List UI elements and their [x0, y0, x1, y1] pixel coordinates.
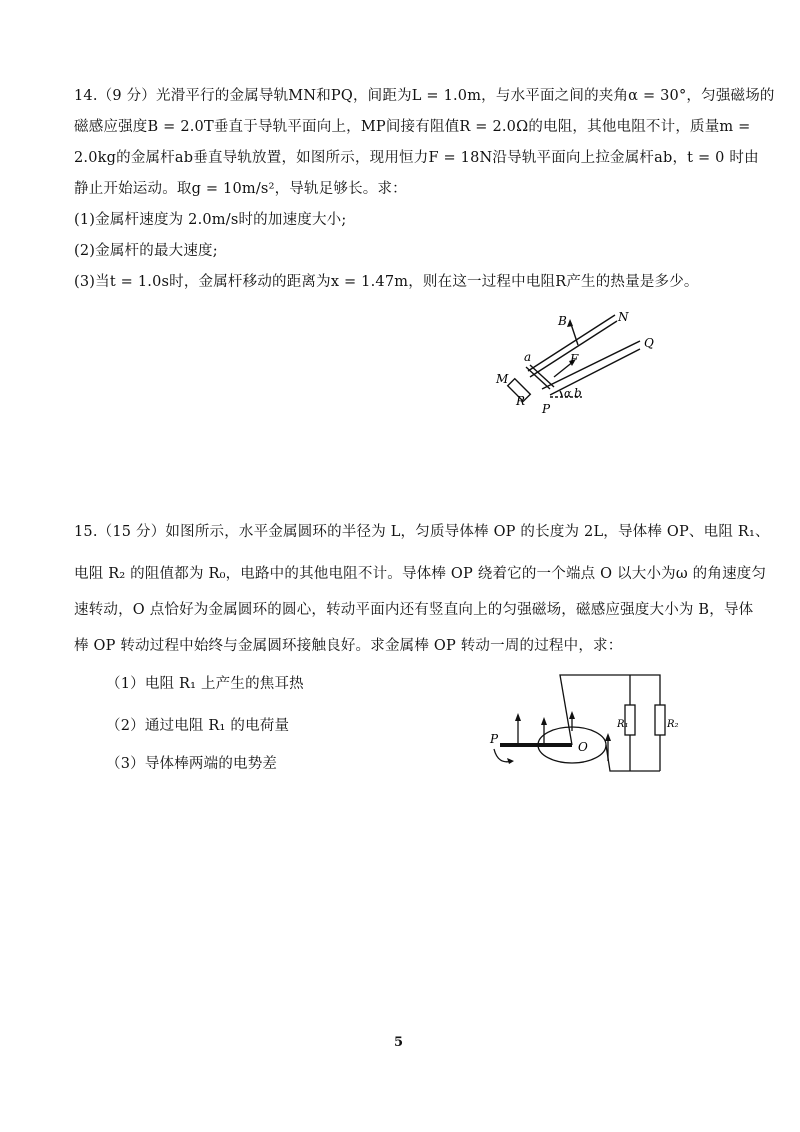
q15-sub-2: （2）通过电阻 R₁ 的电荷量	[106, 718, 290, 734]
page-number: 5	[394, 1035, 404, 1050]
q14-line-3: 2.0kg的金属杆ab垂直导轨放置，如图所示，现用恒力F = 18N沿导轨平面向上拉金属杆ab，t = 0 时由	[74, 150, 759, 166]
q15-sub-3: （3）导体棒两端的电势差	[106, 756, 278, 772]
q14-figure	[490, 305, 670, 420]
label-p15: P	[490, 732, 499, 746]
q14-sub-2: (2)金属杆的最大速度;	[74, 243, 218, 259]
wire-bottom	[606, 745, 660, 771]
arrow-b-head	[567, 319, 573, 327]
label-alpha: α	[564, 387, 572, 400]
label-n: N	[618, 310, 629, 324]
label-p: P	[542, 402, 551, 416]
q14-sub-3: (3)当t = 1.0s时，金属杆移动的距离为x = 1.47m，则在这一过程中电阻R产生的热量是多少。	[74, 274, 699, 290]
label-r: R	[516, 394, 526, 408]
q15-line-1: 15.（15 分）如图所示，水平金属圆环的半径为 L，匀质导体棒 OP 的长度为 2L，导体棒 OP、电阻 R₁、	[74, 524, 770, 540]
q14-line-2: 磁感应强度B = 2.0T垂直于导轨平面向上，MP间接有阻值R = 2.0Ω的电阻，其他电阻不计，质量m =	[74, 119, 751, 135]
q14-sub-1: (1)金属杆速度为 2.0m/s时的加速度大小;	[74, 212, 347, 228]
q14-line-4: 静止开始运动。取g = 10m/s²，导轨足够长。求：	[74, 181, 407, 197]
label-b-end: b	[574, 386, 582, 400]
label-r1: R₁	[617, 719, 629, 730]
q15-line-3: 速转动，O 点恰好为金属圆环的圆心，转动平面内还有竖直向上的匀强磁场，磁感应强度大小为 B，导体	[74, 602, 754, 618]
label-r2: R₂	[667, 719, 679, 730]
wire-top	[560, 675, 660, 745]
resistor-r2	[655, 705, 665, 735]
label-f: F	[570, 352, 579, 366]
q15-line-2: 电阻 R₂ 的阻值都为 R₀，电路中的其他电阻不计。导体棒 OP 绕着它的一个端点 O 以大小为ω 的角速度匀	[74, 566, 767, 582]
q15-figure	[480, 665, 700, 785]
q15-sub-1: （1）电阻 R₁ 上产生的焦耳热	[106, 676, 304, 692]
rail-pq	[542, 341, 640, 389]
label-a: a	[524, 350, 532, 364]
label-m: M	[496, 372, 509, 386]
label-b: B	[558, 314, 567, 328]
label-o: O	[578, 740, 588, 754]
q14-line-1: 14.（9 分）光滑平行的金属导轨MN和PQ，间距为L = 1.0m，与水平面之间的夹角α = 30°，匀强磁场的	[74, 88, 775, 104]
rod-ab	[526, 367, 550, 389]
q15-line-4: 棒 OP 转动过程中始终与金属圆环接触良好。求金属棒 OP 转动一周的过程中，求：	[74, 638, 623, 654]
label-q: Q	[644, 336, 654, 350]
